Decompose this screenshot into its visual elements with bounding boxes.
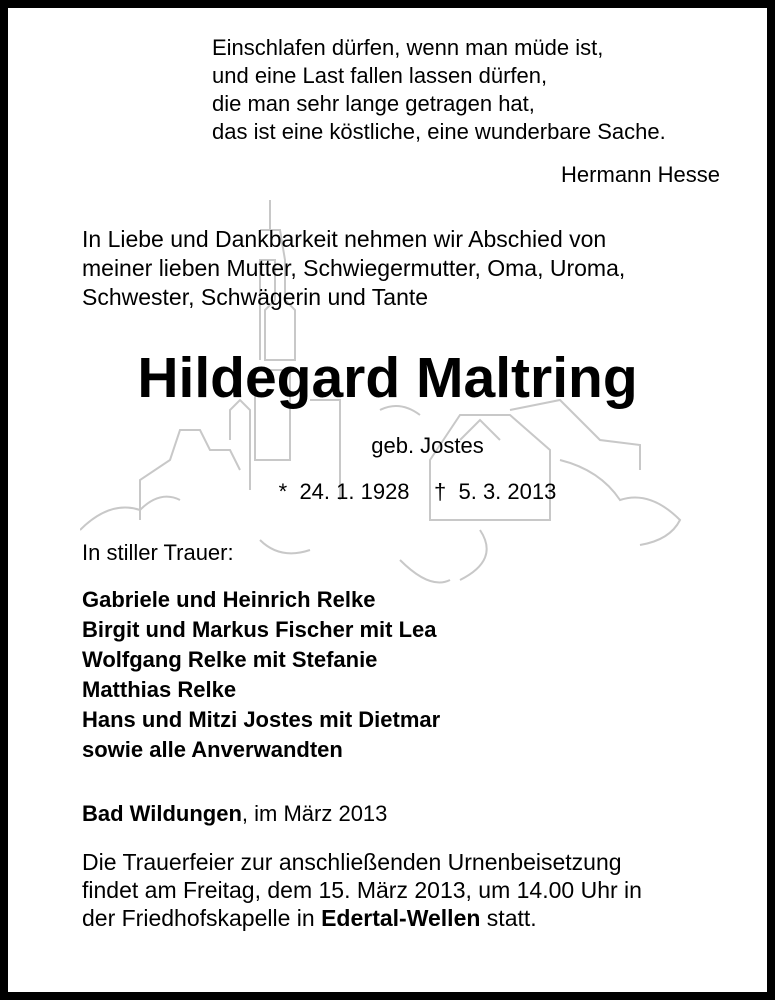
quote-line: die man sehr lange getragen hat, — [212, 91, 535, 116]
service-text: statt. — [480, 905, 537, 931]
quote-line: und eine Last fallen lassen dürfen, — [212, 63, 548, 88]
service-line: Die Trauerfeier zur anschließenden Urnenbeisetzung — [82, 849, 622, 875]
intro-line: Schwester, Schwägerin und Tante — [82, 284, 429, 310]
place-month: , im März 2013 — [241, 801, 388, 826]
deceased-name: Hildegard Maltring — [137, 346, 638, 410]
service-location: Edertal-Wellen — [321, 905, 481, 931]
service-line — [82, 904, 537, 932]
death-cross-icon: † — [434, 479, 447, 504]
mourner: Hans und Mitzi Jostes mit Dietmar — [82, 707, 441, 732]
life-dates — [30, 478, 775, 506]
mourner: sowie alle Anverwandten — [82, 737, 343, 762]
mourner: Gabriele und Heinrich Relke — [82, 587, 376, 612]
quote-author: Hermann Hesse — [561, 162, 720, 187]
quote-line: Einschlafen dürfen, wenn man müde ist, — [212, 35, 604, 60]
birth-name: geb. Jostes — [371, 433, 484, 458]
death-date: 5. 3. 2013 — [458, 479, 557, 504]
intro-line: meiner lieben Mutter, Schwiegermutter, Oma, Uroma, — [82, 255, 626, 281]
service-line: findet am Freitag, dem 15. März 2013, um 14.00 Uhr in — [82, 877, 642, 903]
quote-line: das ist eine köstliche, eine wunderbare Sache. — [212, 119, 666, 144]
mourners-heading: In stiller Trauer: — [82, 540, 234, 565]
place-date — [82, 800, 387, 828]
birth-star-icon: * — [278, 479, 288, 504]
place-city: Bad Wildungen — [82, 801, 242, 826]
mourner: Matthias Relke — [82, 677, 237, 702]
mourner: Wolfgang Relke mit Stefanie — [82, 647, 378, 672]
intro-line: In Liebe und Dankbarkeit nehmen wir Abschied von — [82, 226, 607, 252]
birth-date: 24. 1. 1928 — [299, 479, 410, 504]
mourner: Birgit und Markus Fischer mit Lea — [82, 617, 437, 642]
service-text: der Friedhofskapelle in — [82, 905, 322, 931]
